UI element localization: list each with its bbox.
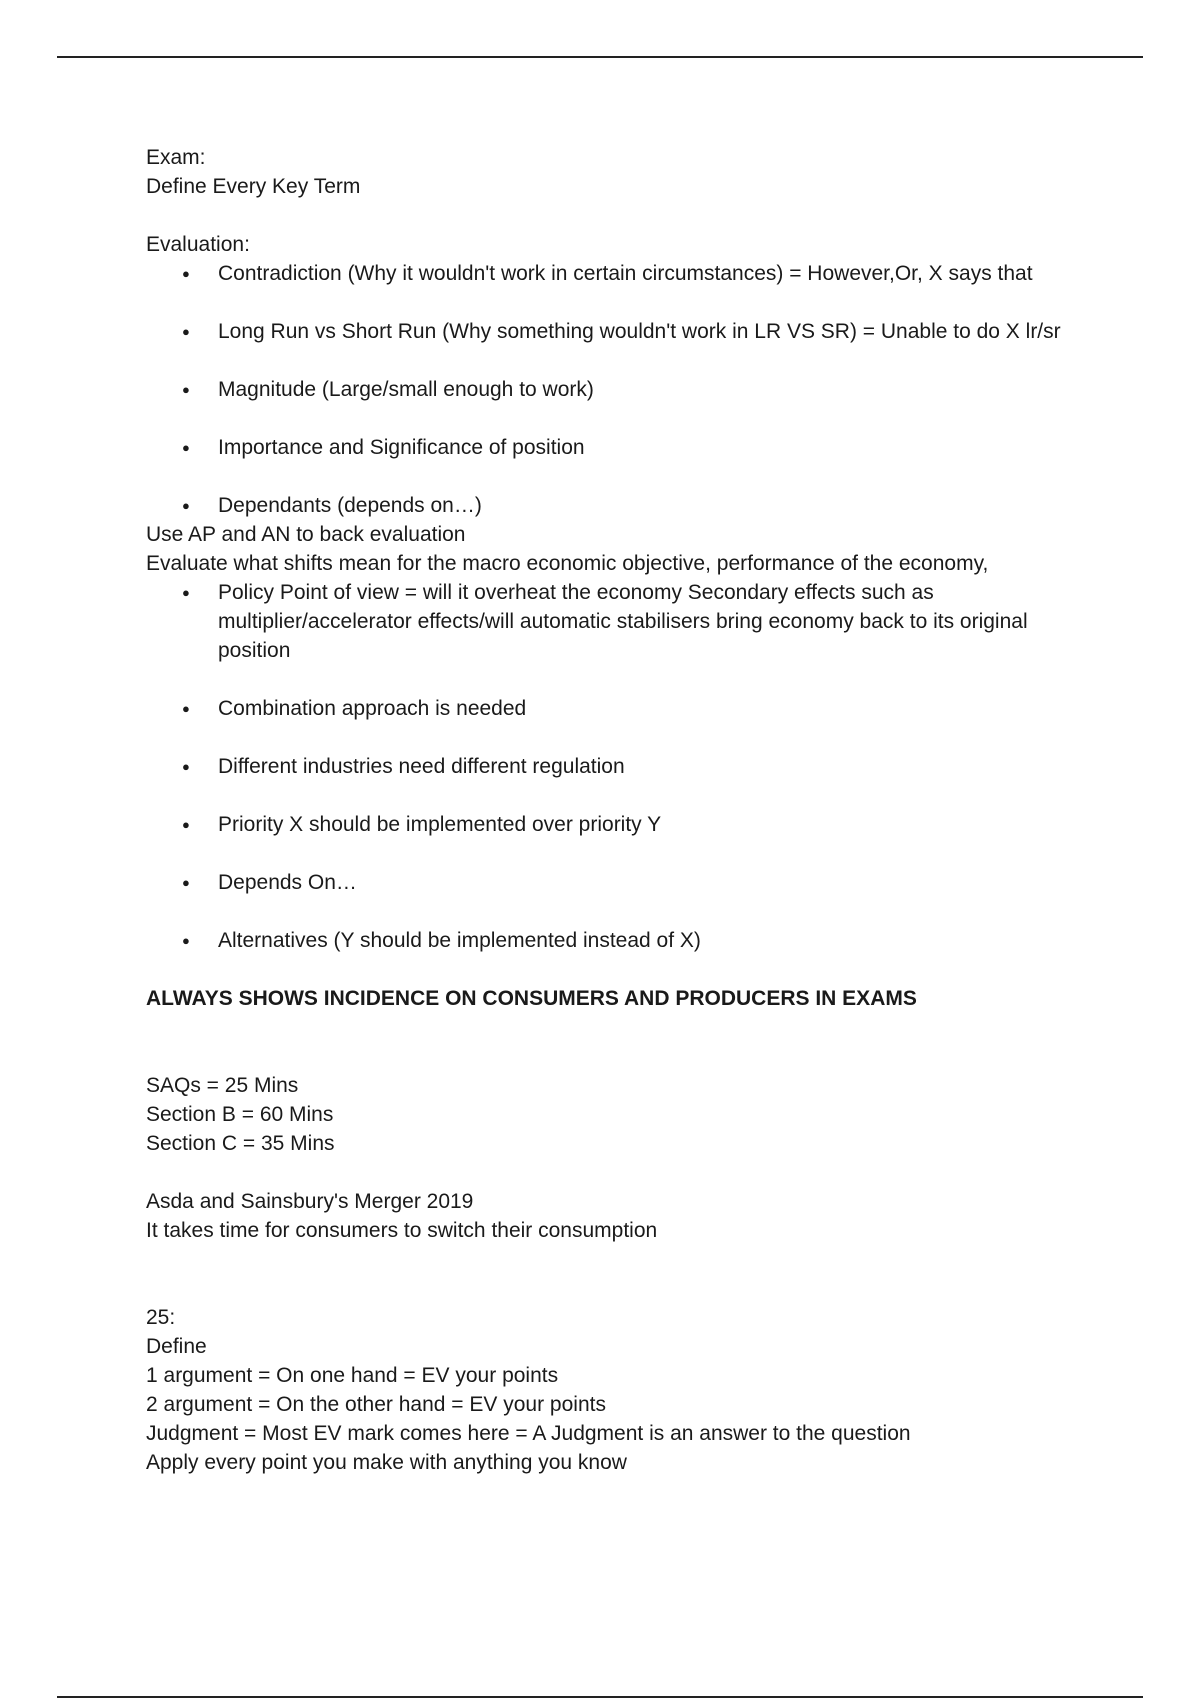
document-body <box>146 143 1066 1477</box>
list-item: ● Depends On… <box>146 868 1066 897</box>
list-item: ● Dependants (depends on…) <box>146 491 1066 520</box>
list-item: ● Contradiction (Why it wouldn't work in certain circumstances) = However,Or, X says that <box>146 259 1066 288</box>
list-item: ● Long Run vs Short Run (Why something wouldn't work in LR VS SR) = Unable to do X lr/sr <box>146 317 1066 346</box>
essay-line: Apply every point you make with anything you know <box>146 1451 627 1474</box>
list-item: ● Combination approach is needed <box>146 694 1066 723</box>
essay-line: Define <box>146 1335 207 1358</box>
list-item: ● Priority X should be implemented over priority Y <box>146 810 1066 839</box>
incidence-line: ALWAYS SHOWS INCIDENCE ON CONSUMERS AND PRODUCERS IN EXAMS <box>146 987 917 1010</box>
list-item: ● Importance and Significance of position <box>146 433 1066 462</box>
list-item: ● Magnitude (Large/small enough to work) <box>146 375 1066 404</box>
merger-line: Asda and Sainsbury's Merger 2019 <box>146 1190 474 1213</box>
timing-line: Section B = 60 Mins <box>146 1103 334 1126</box>
essay-heading: 25: <box>146 1306 176 1329</box>
switch-line: It takes time for consumers to switch their consumption <box>146 1219 658 1242</box>
bottom-rule <box>57 1696 1143 1698</box>
list-item: ● Different industries need different regulation <box>146 752 1066 781</box>
list-item: ● Alternatives (Y should be implemented instead of X) <box>146 926 1066 955</box>
timing-line: Section C = 35 Mins <box>146 1132 335 1155</box>
essay-line: 2 argument = On the other hand = EV your points <box>146 1393 606 1416</box>
evaluation-list <box>146 259 1066 520</box>
exam-heading: Exam: <box>146 146 206 169</box>
define-line: Define Every Key Term <box>146 175 361 198</box>
list-item: ● Policy Point of view = will it overheat the economy Secondary effects such as multiplier/accelerator effects/will automatic stabilisers bring economy back to its original position <box>146 578 1066 665</box>
evaluate-shifts-line: Evaluate what shifts mean for the macro economic objective, performance of the economy, <box>146 552 989 575</box>
essay-line: 1 argument = On one hand = EV your points <box>146 1364 559 1387</box>
essay-line: Judgment = Most EV mark comes here = A Judgment is an answer to the question <box>146 1422 911 1445</box>
timing-line: SAQs = 25 Mins <box>146 1074 299 1097</box>
use-ap-line: Use AP and AN to back evaluation <box>146 523 466 546</box>
evaluation-heading: Evaluation: <box>146 233 250 256</box>
policy-list <box>146 578 1066 955</box>
top-rule <box>57 56 1143 58</box>
